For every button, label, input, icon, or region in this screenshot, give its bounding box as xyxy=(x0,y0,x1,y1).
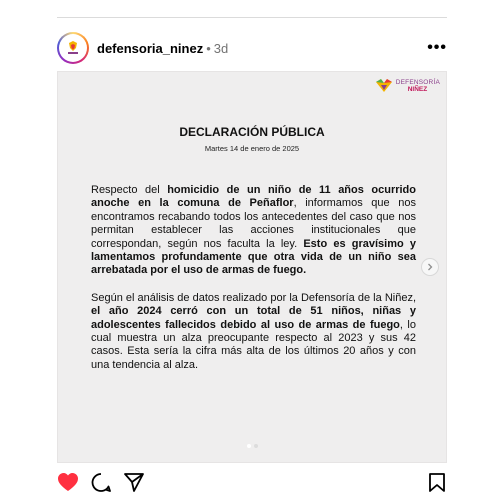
post-header xyxy=(57,31,447,65)
save-icon[interactable] xyxy=(428,472,446,492)
logo-line-2: NIÑEZ xyxy=(407,86,428,93)
post-image[interactable] xyxy=(57,71,447,463)
p1-segment: homicidio de un niño de 11 años ocurrido anoche en la comuna de Peñaflor xyxy=(91,184,416,210)
carousel-next-button[interactable] xyxy=(421,258,439,276)
carousel-dot xyxy=(254,444,258,448)
post-actions xyxy=(57,470,447,490)
p2-segment: Según el análisis de datos realizado por la Defensoría de la Niñez, xyxy=(91,291,416,304)
declaration-body xyxy=(91,184,416,372)
declaration-date: Martes 14 de enero de 2025 xyxy=(204,144,300,153)
declaration-title: DECLARACIÓN PÚBLICA xyxy=(179,125,325,139)
p1-segment: , informamos que nos encontramos recabando todos los antecedentes del caso que nos permitan establecer las acciones institucionales que correspondan, según nos faculta la ley. xyxy=(91,197,416,250)
carousel-dot xyxy=(247,444,251,448)
logo-emblem-icon xyxy=(375,79,393,93)
top-divider xyxy=(57,17,447,18)
separator-dot: • xyxy=(206,40,211,56)
post-time[interactable]: 3d xyxy=(213,40,229,56)
logo-line-1: DEFENSORÍA xyxy=(395,79,440,86)
heart-icon[interactable] xyxy=(57,472,79,492)
paragraph-1 xyxy=(91,184,416,278)
p2-segment: , lo cual muestra un alza preocupante respecto al 2023 y sus 42 casos. Esta sería la cifra más alta de los últimos 20 años y con una tendencia al alza. xyxy=(91,318,416,371)
username-link[interactable]: defensoria_ninez xyxy=(97,40,204,56)
chevron-right-icon xyxy=(426,263,434,271)
p1-segment: Respecto del xyxy=(91,184,168,196)
share-icon[interactable] xyxy=(123,472,145,492)
comment-icon[interactable] xyxy=(90,472,112,492)
p2-segment: el año 2024 cerró con un total de 51 niños, niñas y adolescentes fallecidos debido al uso de armas de fuego xyxy=(91,305,416,331)
brand-logo xyxy=(375,79,440,93)
avatar-logo-icon xyxy=(61,36,85,60)
paragraph-2 xyxy=(91,292,416,372)
more-icon[interactable]: ••• xyxy=(427,39,447,56)
carousel-dots xyxy=(58,444,446,448)
avatar[interactable] xyxy=(57,32,89,64)
p1-segment: Esto es gravísimo y lamentamos profundamente que otra vida de un niño sea arrebatada por el uso de armas de fuego. xyxy=(91,237,416,277)
